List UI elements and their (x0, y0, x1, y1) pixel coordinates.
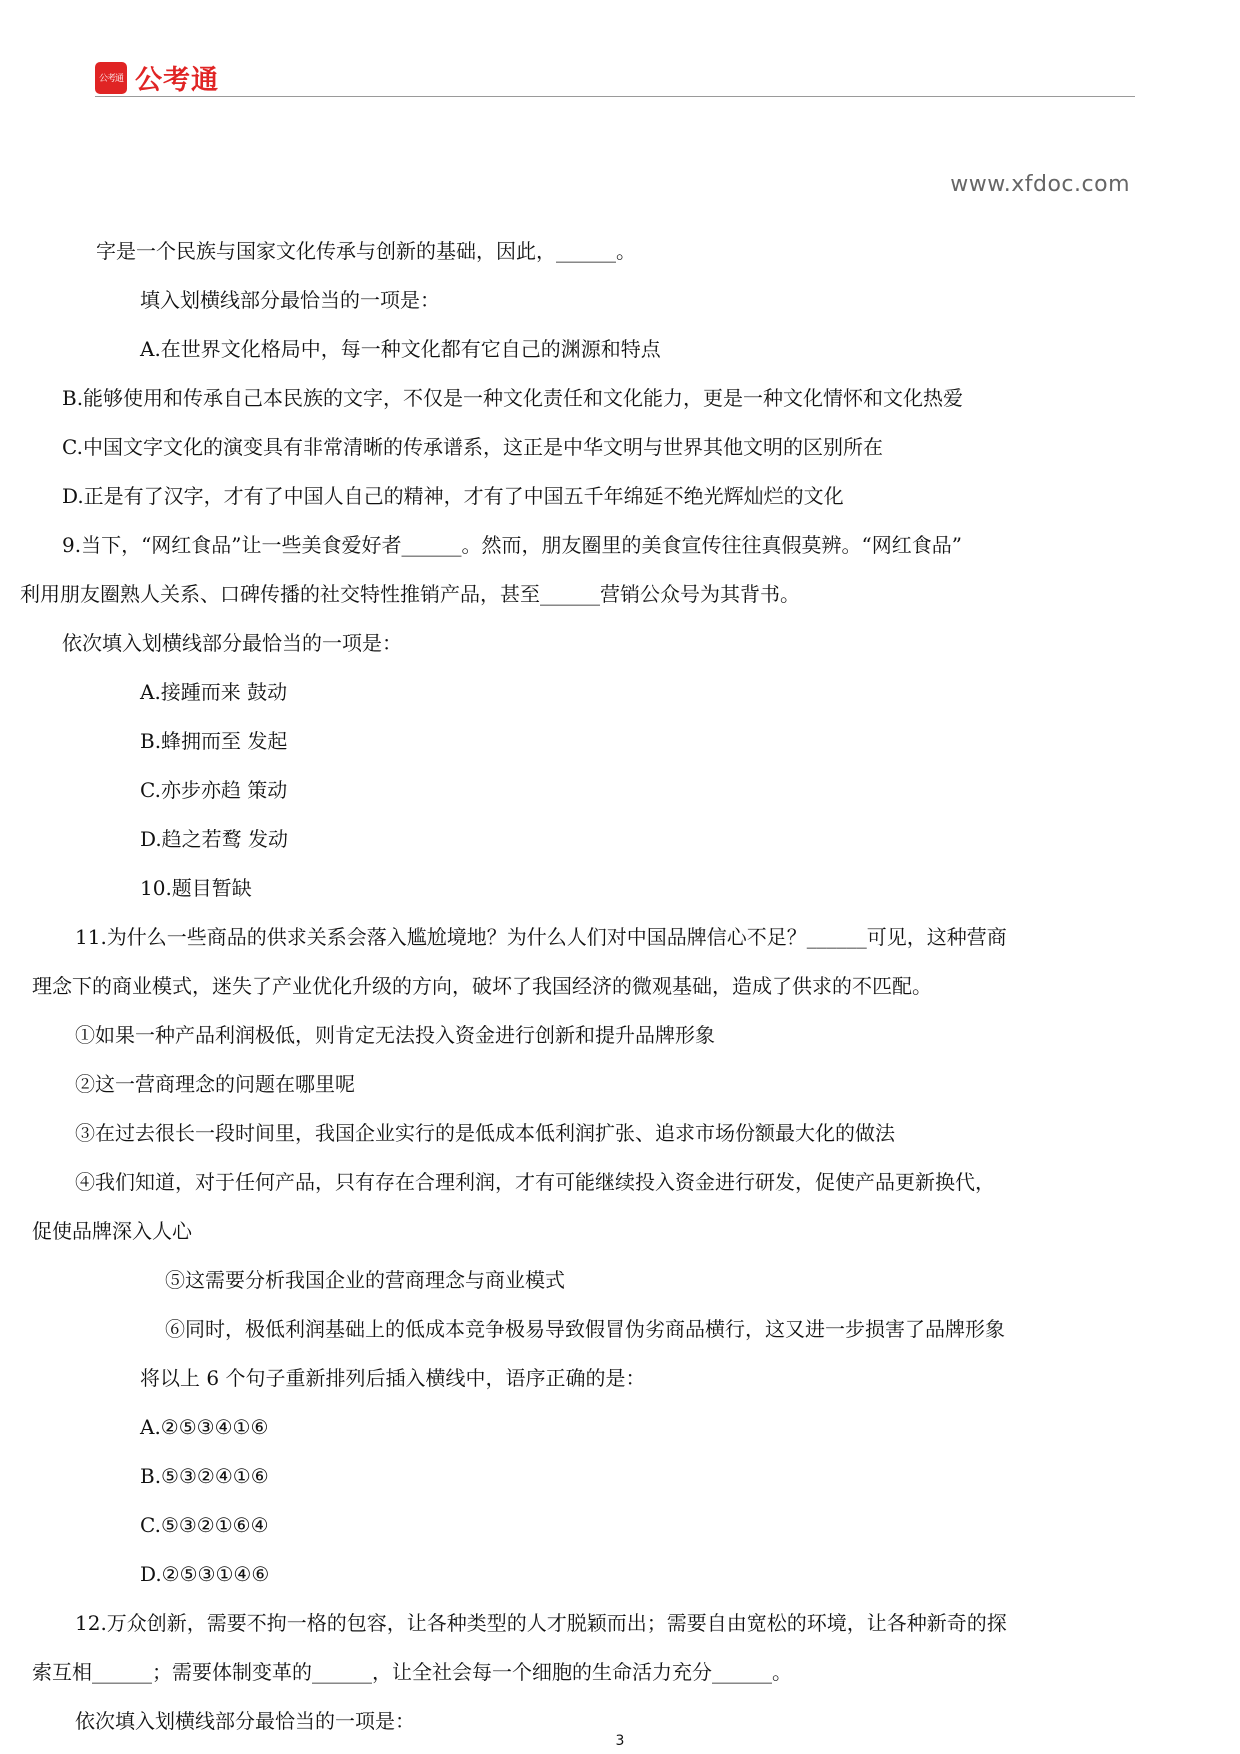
option-line: B.能够使用和传承自己本民族的文字，不仅是一种文化责任和文化能力，更是一种文化情怀和文化热爱 (62, 386, 964, 410)
question-line: 9.当下，“网红食品”让一些美食爱好者______。然而，朋友圈里的美食宣传往往真假莫辨。“网红食品” (62, 533, 962, 557)
logo-text: 公考通 (135, 65, 219, 96)
text-line: 将以上 6 个句子重新排列后插入横线中，语序正确的是： (140, 1366, 646, 1390)
option-line: A.在世界文化格局中，每一种文化都有它自己的渊源和特点 (140, 337, 661, 361)
text-line: 理念下的商业模式，迷失了产业优化升级的方向，破坏了我国经济的微观基础，造成了供求的不匹配。 (32, 974, 932, 998)
sentence-line: ⑤这需要分析我国企业的营商理念与商业模式 (165, 1268, 565, 1292)
text-line: 利用朋友圈熟人关系、口碑传播的社交特性推销产品，甚至______营销公众号为其背书。 (20, 582, 800, 606)
header-logo (95, 58, 219, 97)
question-line: 12.万众创新，需要不拘一格的包容，让各种类型的人才脱颖而出；需要自由宽松的环境，让各种新奇的探 (75, 1611, 1007, 1635)
option-line: D.②⑤③①④⑥ (140, 1562, 270, 1586)
option-line: C.⑤③②①⑥④ (140, 1513, 269, 1537)
text-line: 索互相______；需要体制变革的______，让全社会每一个细胞的生命活力充分______。 (32, 1660, 792, 1684)
option-line: A.②⑤③④①⑥ (140, 1415, 269, 1439)
sentence-line: ⑥同时，极低利润基础上的低成本竞争极易导致假冒伪劣商品横行，这又进一步损害了品牌形象 (165, 1317, 1005, 1341)
option-line: A.接踵而来 鼓动 (140, 680, 288, 704)
text-line: 依次填入划横线部分最恰当的一项是： (75, 1709, 415, 1733)
logo-badge-icon: 公考通 (95, 62, 127, 94)
sentence-line: ②这一营商理念的问题在哪里呢 (75, 1072, 355, 1096)
question-line: 11.为什么一些商品的供求关系会落入尴尬境地？为什么人们对中国品牌信心不足？______可见，这种营商 (75, 925, 1007, 949)
question-line: 10.题目暂缺 (140, 876, 252, 900)
sentence-line: ④我们知道，对于任何产品，只有存在合理利润，才有可能继续投入资金进行研发，促使产品更新换代， (75, 1170, 995, 1194)
sentence-line: ③在过去很长一段时间里，我国企业实行的是低成本低利润扩张、追求市场份额最大化的做法 (75, 1121, 895, 1145)
text-line: 依次填入划横线部分最恰当的一项是： (62, 631, 402, 655)
option-line: B.蜂拥而至 发起 (140, 729, 288, 753)
option-line: B.⑤③②④①⑥ (140, 1464, 269, 1488)
site-watermark: www.xfdoc.com (950, 172, 1130, 197)
text-line: 字是一个民族与国家文化传承与创新的基础，因此，______。 (96, 239, 636, 263)
page-number: 3 (615, 1733, 625, 1749)
option-line: C.亦步亦趋 策动 (140, 778, 288, 802)
option-line: C.中国文字文化的演变具有非常清晰的传承谱系，这正是中华文明与世界其他文明的区别所在 (62, 435, 883, 459)
text-line: 填入划横线部分最恰当的一项是： (140, 288, 440, 312)
sentence-line: ①如果一种产品利润极低，则肯定无法投入资金进行创新和提升品牌形象 (75, 1023, 715, 1047)
header-divider (95, 96, 1135, 97)
option-line: D.正是有了汉字，才有了中国人自己的精神，才有了中国五千年绵延不绝光辉灿烂的文化 (62, 484, 844, 508)
text-line: 促使品牌深入人心 (32, 1219, 192, 1243)
option-line: D.趋之若鹜 发动 (140, 827, 289, 851)
